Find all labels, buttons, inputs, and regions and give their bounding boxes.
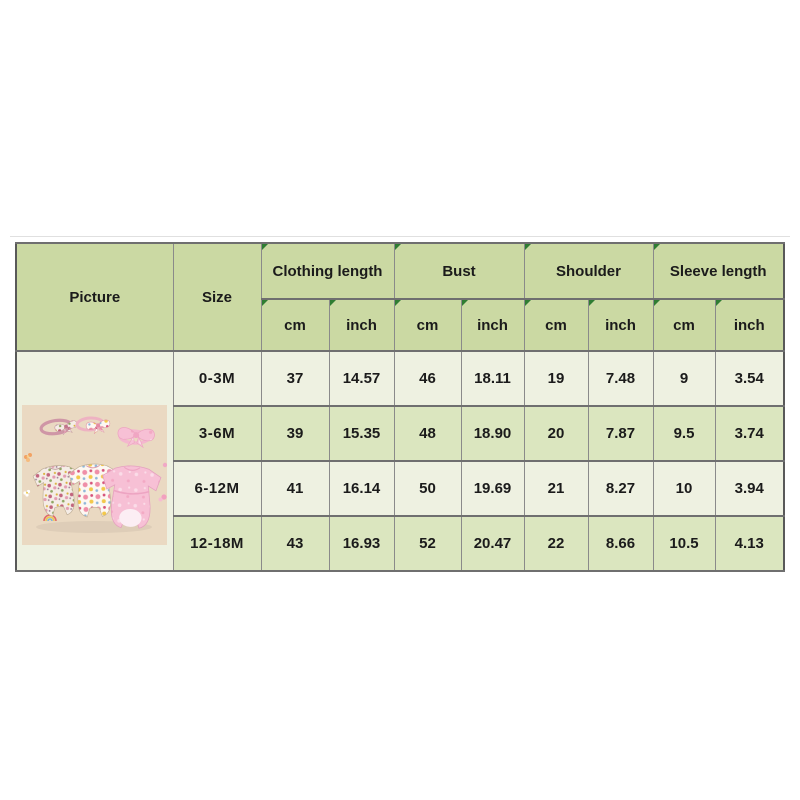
value-cell: 3.74 — [715, 406, 784, 461]
unit-header-inch: inch — [329, 299, 394, 351]
value-cell: 46 — [394, 351, 461, 406]
unit-header-inch: inch — [588, 299, 653, 351]
value-cell: 19.69 — [461, 461, 524, 516]
value-cell: 3.94 — [715, 461, 784, 516]
value-cell: 52 — [394, 516, 461, 571]
value-cell: 19 — [524, 351, 588, 406]
value-cell: 18.11 — [461, 351, 524, 406]
value-cell: 8.27 — [588, 461, 653, 516]
unit-header-cm: cm — [524, 299, 588, 351]
value-cell: 20.47 — [461, 516, 524, 571]
clothing-length-header: Clothing length — [261, 243, 394, 299]
value-cell: 9.5 — [653, 406, 715, 461]
value-cell: 7.48 — [588, 351, 653, 406]
picture-column-header: Picture — [16, 243, 173, 351]
size-label: 6-12M — [173, 461, 261, 516]
unit-header-cm: cm — [653, 299, 715, 351]
size-label: 0-3M — [173, 351, 261, 406]
header-row-groups — [16, 243, 784, 299]
unit-header-inch: inch — [715, 299, 784, 351]
value-cell: 10.5 — [653, 516, 715, 571]
value-cell: 20 — [524, 406, 588, 461]
size-label: 3-6M — [173, 406, 261, 461]
size-chart-table — [15, 242, 785, 572]
value-cell: 39 — [261, 406, 329, 461]
value-cell: 15.35 — [329, 406, 394, 461]
value-cell: 37 — [261, 351, 329, 406]
value-cell: 8.66 — [588, 516, 653, 571]
value-cell: 14.57 — [329, 351, 394, 406]
product-picture-cell — [16, 351, 173, 571]
product-photo — [22, 405, 167, 545]
value-cell: 21 — [524, 461, 588, 516]
value-cell: 7.87 — [588, 406, 653, 461]
size-column-header: Size — [173, 243, 261, 351]
value-cell: 22 — [524, 516, 588, 571]
value-cell: 50 — [394, 461, 461, 516]
spreadsheet-gridline — [10, 236, 790, 237]
value-cell: 16.93 — [329, 516, 394, 571]
shoulder-header: Shoulder — [524, 243, 653, 299]
unit-header-cm: cm — [394, 299, 461, 351]
size-label: 12-18M — [173, 516, 261, 571]
value-cell: 18.90 — [461, 406, 524, 461]
value-cell: 3.54 — [715, 351, 784, 406]
sleeve-length-header: Sleeve length — [653, 243, 784, 299]
value-cell: 9 — [653, 351, 715, 406]
table-row — [16, 351, 784, 406]
value-cell: 16.14 — [329, 461, 394, 516]
value-cell: 43 — [261, 516, 329, 571]
value-cell: 4.13 — [715, 516, 784, 571]
unit-header-cm: cm — [261, 299, 329, 351]
rompers-photo-illustration — [22, 405, 167, 545]
value-cell: 41 — [261, 461, 329, 516]
bust-header: Bust — [394, 243, 524, 299]
unit-header-inch: inch — [461, 299, 524, 351]
value-cell: 10 — [653, 461, 715, 516]
value-cell: 48 — [394, 406, 461, 461]
